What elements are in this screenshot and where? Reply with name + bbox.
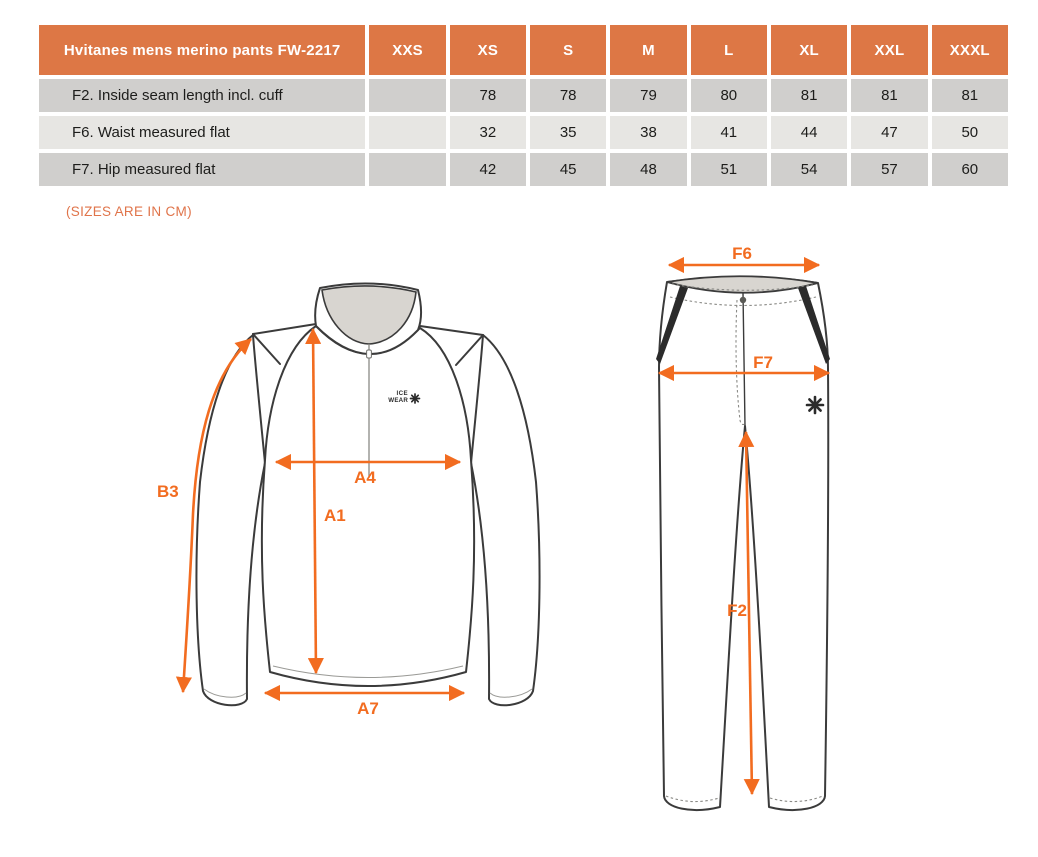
cell-value: 81 [932, 79, 1008, 112]
pants-measurement-diagram [640, 242, 870, 842]
row-label: F6. Waist measured flat [39, 116, 365, 149]
size-col-m: M [610, 25, 686, 75]
snowflake-icon [807, 397, 823, 413]
cell-value: 32 [450, 116, 526, 149]
cell-value: 80 [691, 79, 767, 112]
size-col-xs: XS [450, 25, 526, 75]
label-b3: B3 [157, 482, 179, 501]
pants-button [740, 297, 746, 303]
shirt-left-raglan-seam [253, 334, 280, 364]
cell-value: 78 [530, 79, 606, 112]
cell-value: 47 [851, 116, 927, 149]
row-label: F7. Hip measured flat [39, 153, 365, 186]
label-a4: A4 [354, 468, 376, 487]
row-label: F2. Inside seam length incl. cuff [39, 79, 365, 112]
cell-value: 41 [691, 116, 767, 149]
cell-value: 48 [610, 153, 686, 186]
shirt-zipper-pull [367, 350, 372, 358]
shirt-left-sleeve [196, 335, 265, 705]
cell-value: 42 [450, 153, 526, 186]
size-table-body [39, 79, 1008, 186]
label-f6: F6 [732, 244, 752, 263]
label-f7: F7 [753, 353, 773, 372]
product-title: Hvitanes mens merino pants FW-2217 [39, 25, 365, 75]
cell-value: 60 [932, 153, 1008, 186]
cell-value: 79 [610, 79, 686, 112]
cell-value [369, 116, 445, 149]
logo-line2: WEAR [388, 397, 408, 404]
cell-value: 51 [691, 153, 767, 186]
label-f2: F2 [727, 601, 747, 620]
logo-line1: ICE [396, 390, 408, 397]
cell-value: 81 [771, 79, 847, 112]
shirt-right-raglan-seam [456, 335, 483, 365]
shirt-measurement-diagram [150, 262, 580, 742]
table-row-inseam [39, 79, 1008, 112]
label-a1: A1 [324, 506, 346, 525]
table-row-waist [39, 116, 1008, 149]
cell-value: 44 [771, 116, 847, 149]
cell-value: 35 [530, 116, 606, 149]
cell-value: 81 [851, 79, 927, 112]
shirt-right-sleeve [471, 335, 540, 705]
size-table-header [39, 25, 1008, 75]
size-col-s: S [530, 25, 606, 75]
shirt-right-shoulder-seam [420, 326, 483, 335]
cell-value: 78 [450, 79, 526, 112]
cell-value [369, 79, 445, 112]
size-table [35, 21, 1012, 190]
cell-value: 38 [610, 116, 686, 149]
sizes-unit-note: (SIZES ARE IN CM) [66, 204, 192, 219]
cell-value: 54 [771, 153, 847, 186]
shirt-body [262, 326, 474, 686]
size-col-xxxl: XXXL [932, 25, 1008, 75]
size-col-xl: XL [771, 25, 847, 75]
cell-value: 50 [932, 116, 1008, 149]
cell-value: 45 [530, 153, 606, 186]
size-col-l: L [691, 25, 767, 75]
cell-value: 57 [851, 153, 927, 186]
header-row [39, 25, 1008, 75]
cell-value [369, 153, 445, 186]
label-a7: A7 [357, 699, 379, 718]
snowflake-icon [411, 394, 420, 403]
size-col-xxs: XXS [369, 25, 445, 75]
table-row-hip [39, 153, 1008, 186]
size-col-xxl: XXL [851, 25, 927, 75]
